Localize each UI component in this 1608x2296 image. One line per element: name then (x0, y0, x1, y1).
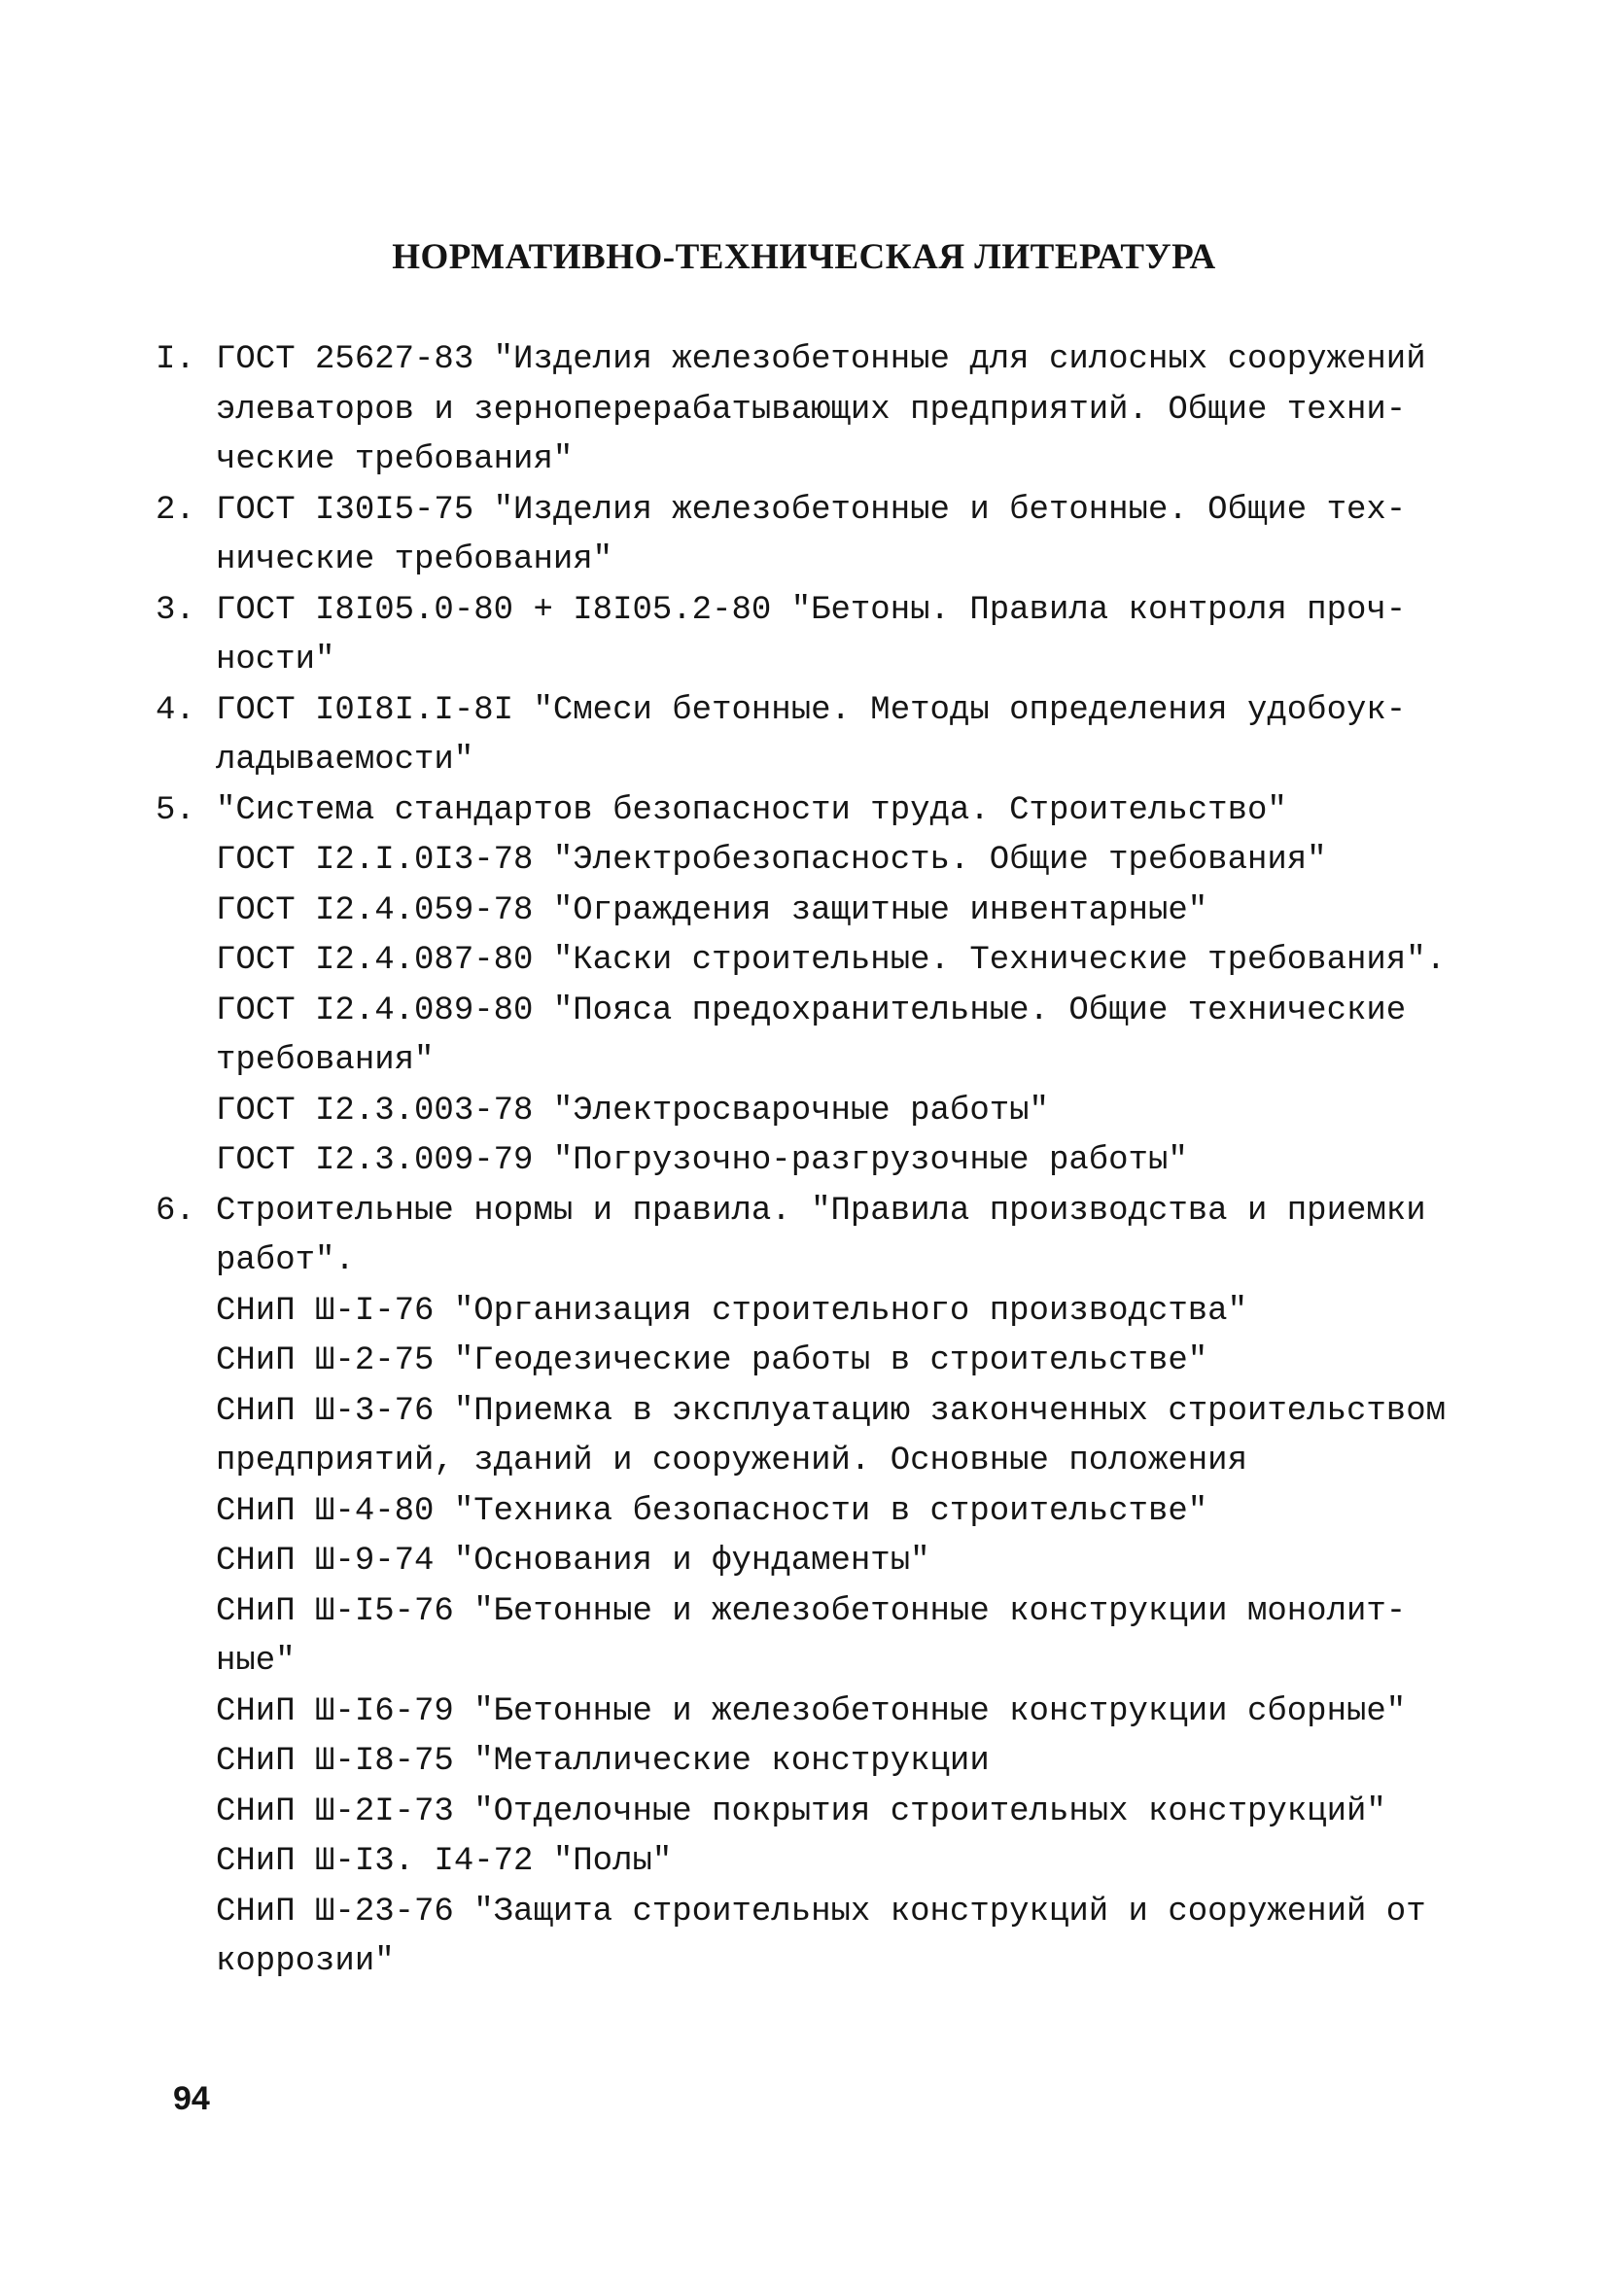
reference-line: ГОСТ I8I05.0-80 + I8I05.2-80 "Бетоны. Правила контроля проч- (216, 591, 1407, 629)
reference-item (156, 586, 1517, 686)
reference-item-text (216, 335, 1517, 486)
reference-item (156, 686, 1517, 786)
reference-line: ГОСТ 25627-83 "Изделия железобетонные для силосных сооружений (216, 341, 1426, 378)
reference-item-number: 3. (156, 591, 195, 629)
reference-line: нические требования" (216, 541, 613, 578)
reference-item-number: I. (156, 341, 195, 378)
reference-line: требования" (216, 1042, 435, 1079)
reference-item-text (216, 686, 1517, 786)
reference-line: коррозии" (216, 1943, 395, 1980)
reference-line: работ". (216, 1242, 355, 1279)
reference-item-number: 5. (156, 791, 195, 829)
reference-line: СНиП Ш-23-76 "Защита строительных конструкций и сооружений от (216, 1893, 1426, 1931)
page-title: НОРМАТИВНО-ТЕХНИЧЕСКАЯ ЛИТЕРАТУРА (392, 237, 1216, 277)
reference-line: элеваторов и зерноперерабатывающих предприятий. Общие техни- (216, 391, 1407, 429)
reference-line: ГОСТ I2.4.089-80 "Пояса предохранительные. Общие технические (216, 991, 1407, 1029)
reference-line: ные" (216, 1643, 296, 1680)
reference-line: ГОСТ I2.3.003-78 "Электросварочные работы" (216, 1092, 1049, 1130)
reference-line: СНиП Ш-3-76 "Приемка в эксплуатацию законченных строительством (216, 1392, 1447, 1430)
reference-line: СНиП Ш-2-75 "Геодезические работы в строительстве" (216, 1342, 1208, 1379)
reference-line: СНиП Ш-I5-76 "Бетонные и железобетонные конструкции монолит- (216, 1592, 1407, 1630)
reference-item (156, 486, 1517, 586)
reference-line: СНиП Ш-I6-79 "Бетонные и железобетонные конструкции сборные" (216, 1692, 1407, 1730)
reference-line: ГОСТ I30I5-75 "Изделия железобетонные и бетонные. Общие тех- (216, 491, 1407, 529)
reference-item-number: 6. (156, 1192, 195, 1230)
reference-line: СНиП Ш-I-76 "Организация строительного производства" (216, 1292, 1247, 1330)
reference-item (156, 1187, 1517, 1988)
reference-line: ГОСТ I2.3.009-79 "Погрузочно-разгрузочные работы" (216, 1142, 1188, 1179)
reference-item-text (216, 486, 1517, 586)
reference-list (156, 335, 1517, 1988)
reference-line: "Система стандартов безопасности труда. Строительство" (216, 791, 1287, 829)
reference-item-number: 2. (156, 491, 195, 529)
reference-item-text (216, 786, 1517, 1187)
reference-item (156, 786, 1517, 1187)
reference-item-text (216, 1187, 1517, 1988)
reference-line: СНиП Ш-I3. I4-72 "Полы" (216, 1843, 673, 1880)
reference-line: СНиП Ш-2I-73 "Отделочные покрытия строительных конструкций" (216, 1792, 1386, 1830)
reference-line: Строительные нормы и правила. "Правила производства и приемки (216, 1192, 1426, 1230)
reference-line: ГОСТ I2.4.059-78 "Ограждения защитные инвентарные" (216, 891, 1208, 929)
reference-item (156, 335, 1517, 486)
reference-line: ности" (216, 642, 335, 678)
reference-line: предприятий, зданий и сооружений. Основные положения (216, 1443, 1247, 1479)
reference-line: СНиП Ш-9-74 "Основания и фундаменты" (216, 1543, 930, 1580)
reference-line: ГОСТ I0I8I.I-8I "Смеси бетонные. Методы определения удобоук- (216, 691, 1407, 729)
reference-item-text (216, 586, 1517, 686)
reference-line: СНиП Ш-I8-75 "Металлические конструкции (216, 1743, 990, 1780)
reference-line: ГОСТ I2.I.0I3-78 "Электробезопасность. Общие требования" (216, 842, 1327, 879)
reference-line: ческие требования" (216, 441, 574, 478)
reference-item-number: 4. (156, 691, 195, 729)
reference-line: ГОСТ I2.4.087-80 "Каски строительные. Технические требования". (216, 942, 1447, 979)
reference-line: ладываемости" (216, 742, 474, 779)
reference-line: СНиП Ш-4-80 "Техника безопасности в строительстве" (216, 1492, 1208, 1530)
page-number: 94 (173, 2080, 210, 2117)
